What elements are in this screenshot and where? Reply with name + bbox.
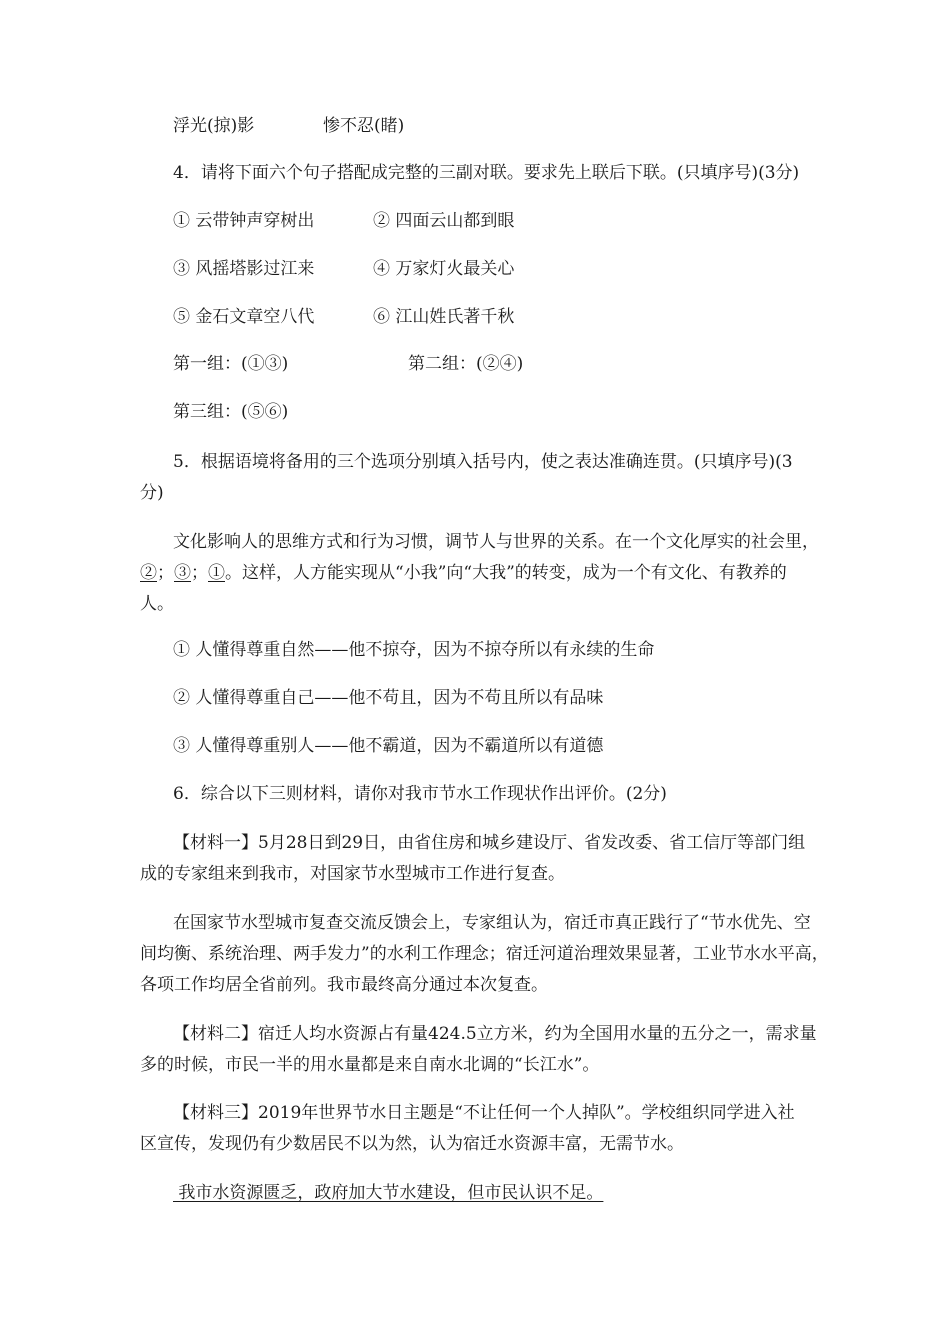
q3-word-2: 惨不忍(睹): [323, 116, 405, 136]
q3-word-1: 浮光(掠)影: [173, 116, 255, 136]
q6-material-2-line-2: 多的时候，市民一半的用水量都是来自南水北调的“长江水”。: [140, 1055, 600, 1075]
q6-answer: 我市水资源匮乏，政府加大节水建设，但市民认识不足。: [173, 1183, 604, 1203]
q6-material-2-line-1: 【材料二】宿迁人均水资源占有量424.5立方米，约为全国用水量的五分之一，需求量: [173, 1024, 817, 1044]
q6-material-3-line-1: 【材料三】2019年世界节水日主题是“不让任何一个人掉队”。学校组织同学进入社: [173, 1103, 795, 1123]
q6-material-3-line-2: 区宣传，发现仍有少数居民不以为然，认为宿迁水资源丰富，无需节水。: [140, 1134, 684, 1154]
q4-option-6: ⑥ 江山姓氏著千秋: [373, 307, 515, 327]
q5-passage-line-2: [140, 561, 787, 585]
q5-question-line-2: 分): [140, 483, 164, 503]
q6-material-1-line-2: 成的专家组来到我市，对国家节水型城市工作进行复查。: [140, 864, 565, 884]
q5-option-3: ③ 人懂得尊重别人——他不霸道，因为不霸道所以有道德: [173, 736, 604, 756]
q5-option-2: ② 人懂得尊重自己——他不苟且，因为不苟且所以有品味: [173, 688, 604, 708]
q5-separator-2: ；: [191, 563, 208, 583]
q4-option-4: ④ 万家灯火最关心: [373, 259, 515, 279]
q4-group-1: 第一组：(①③): [173, 354, 289, 374]
q5-passage-line-3: 人。: [140, 594, 174, 614]
q4-question: 4．请将下面六个句子搭配成完整的三副对联。要求先上联后下联。(只填序号)(3分): [173, 163, 800, 183]
q5-passage-line-1: 文化影响人的思维方式和行为习惯，调节人与世界的关系。在一个文化厚实的社会里，: [173, 532, 819, 552]
q5-answer-3: ①: [208, 563, 225, 583]
q5-answer-1: ②: [140, 563, 157, 583]
q6-material-1-line-1: 【材料一】5月28日到29日，由省住房和城乡建设厅、省发改委、省工信厅等部门组: [173, 833, 806, 853]
q4-option-1: ① 云带钟声穿树出: [173, 211, 315, 231]
q5-answer-2: ③: [174, 563, 191, 583]
q4-group-3: 第三组：(⑤⑥): [173, 402, 289, 422]
q6-question: 6．综合以下三则材料，请你对我市节水工作现状作出评价。(2分): [173, 784, 667, 804]
q5-separator-1: ；: [157, 563, 174, 583]
q6-material-1b-line-3: 各项工作均居全省前列。我市最终高分通过本次复查。: [140, 975, 548, 995]
q5-question-line-1: 5．根据语境将备用的三个选项分别填入括号内，使之表达准确连贯。(只填序号)(3: [173, 452, 793, 472]
q5-option-1: ① 人懂得尊重自然——他不掠夺，因为不掠夺所以有永续的生命: [173, 640, 655, 660]
q6-material-1b-line-1: 在国家节水型城市复查交流反馈会上，专家组认为，宿迁市真正践行了“节水优先、空: [173, 913, 811, 933]
q4-option-5: ⑤ 金石文章空八代: [173, 307, 315, 327]
q4-group-2: 第二组：(②④): [408, 354, 524, 374]
q5-passage-rest: 。这样，人方能实现从“小我”向“大我”的转变，成为一个有文化、有教养的: [225, 563, 787, 583]
q4-option-2: ② 四面云山都到眼: [373, 211, 515, 231]
q6-material-1b-line-2: 间均衡、系统治理、两手发力”的水利工作理念；宿迁河道治理效果显著，工业节水水平高，: [140, 944, 829, 964]
q4-option-3: ③ 风摇塔影过江来: [173, 259, 315, 279]
